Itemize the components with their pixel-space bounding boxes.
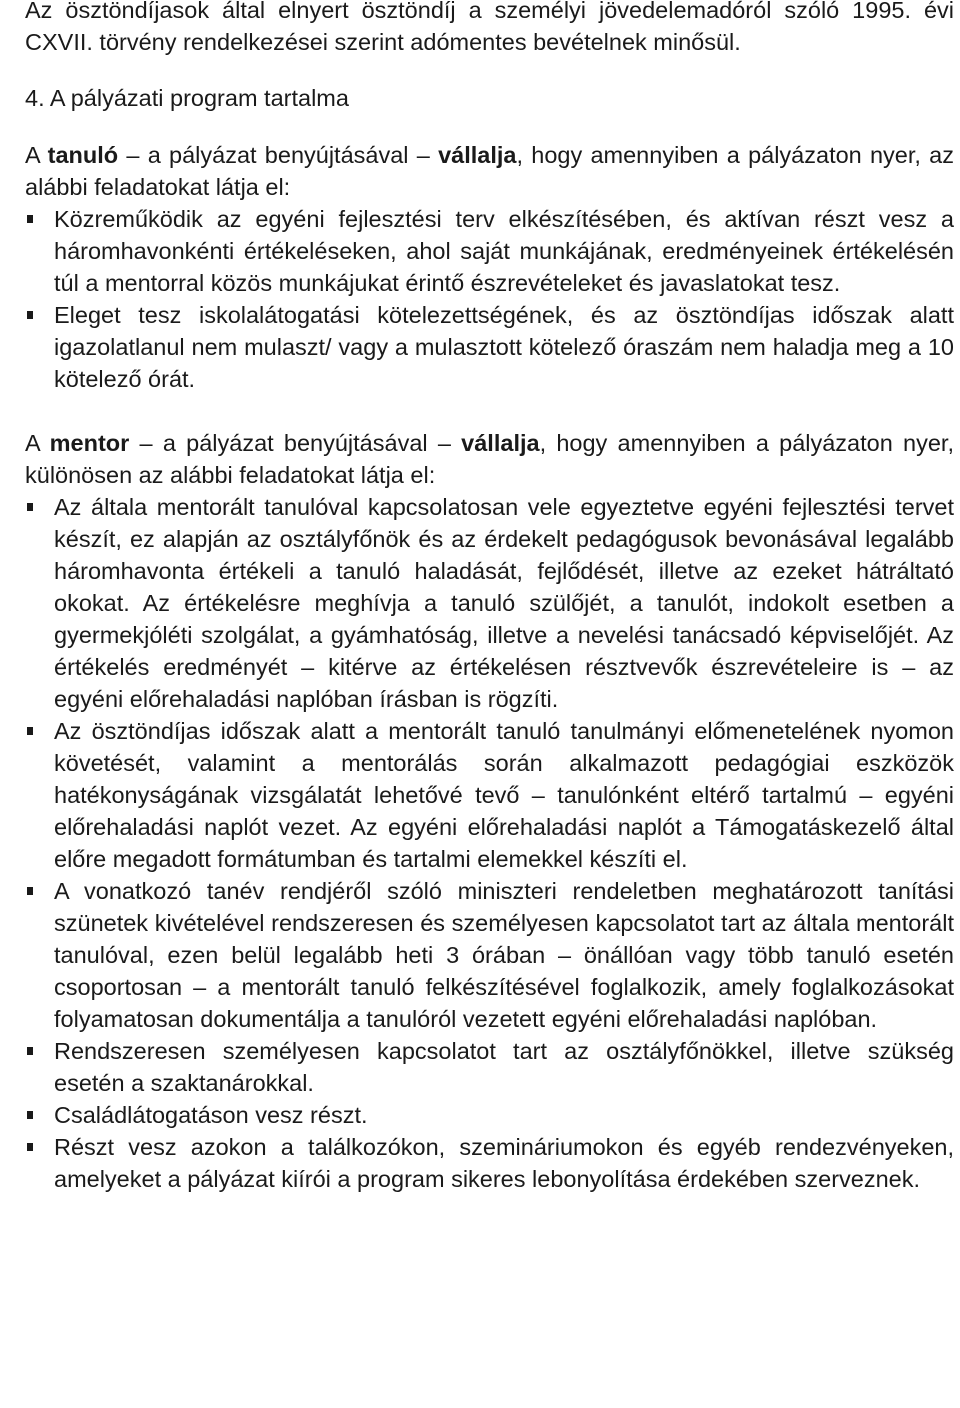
intro-paragraph: Az ösztöndíjasok által elnyert ösztöndíj a személyi jövedelemadóról szóló 1995. évi CXVII. törvény rendelkezései szerint adómentes bevételnek minősül. — [25, 0, 954, 55]
text-run: A — [25, 142, 48, 168]
mentor-task-list — [25, 491, 954, 1195]
list-item — [25, 1131, 954, 1195]
list-item-text: Az ösztöndíjas időszak alatt a mentorált tanuló tanulmányi előmenetelének nyomon követését, valamint a mentorálás során alkalmazott pedagógiai eszközök hatékonyságának vizsgálatát lehetővé tevő – tanulónként eltérő tartalmú – egyéni előrehaladási naplót vezet. Az egyéni előrehaladási naplót a Támogatáskezelő által előre megadott formátumban és tartalmi elemekkel készíti el. — [54, 718, 954, 872]
square-bullet-icon — [27, 727, 33, 735]
mentor-intro — [25, 427, 954, 491]
list-item-text: Eleget tesz iskolalátogatási kötelezettségének, és az ösztöndíjas időszak alatt igazolatlanul nem mulaszt/ vagy a mulasztott kötelező óraszám nem haladja meg a 10 kötelező órát. — [54, 302, 954, 392]
section-heading: 4. A pályázati program tartalma — [25, 85, 349, 111]
square-bullet-icon — [27, 1047, 33, 1055]
list-item-text: Közreműködik az egyéni fejlesztési terv elkészítésében, és aktívan részt vesz a háromhavonkénti értékeléseken, ahol saját munkájának, eredményeinek értékelésén túl a mentorral közös munkájukat érintő észrevételeket és javaslatokat tesz. — [54, 206, 954, 296]
list-item — [25, 299, 954, 395]
list-item-text: A vonatkozó tanév rendjéről szóló miniszteri rendeletben meghatározott tanítási szünetek kivételével rendszeresen és személyesen kapcsolatot tart az általa mentorált tanulóval, ezen belül legalább heti 3 órában – önállóan vagy több tanuló esetén csoportosan – a mentorált tanuló felkészítésével foglalkozik, amely foglalkozásokat folyamatosan dokumentálja a tanulóról vezetett egyéni előrehaladási naplóban. — [54, 878, 954, 1032]
student-intro — [25, 139, 954, 203]
list-item-text: Az általa mentorált tanulóval kapcsolatosan vele egyeztetve egyéni fejlesztési tervet készít, ez alapján az osztályfőnök és az érdekelt pedagógusok bevonásával legalább háromhavonta értékeli a tanuló haladását, fejlődését, illetve az ezeket hátráltató okokat. Az értékelésre meghívja a tanuló szülőjét, a tanulót, indokolt esetben a gyermekjóléti szolgálat, a gyámhatóság, illetve a nevelési tanácsadó képviselőjét. Az értékelés eredményét – kitérve az értékelésen résztvevők észrevételeire is – az egyéni előrehaladási naplóban írásban is rögzíti. — [54, 494, 954, 712]
square-bullet-icon — [27, 887, 33, 895]
text-run: – a pályázat benyújtásával – — [129, 430, 462, 456]
list-item — [25, 203, 954, 299]
list-item — [25, 491, 954, 715]
text-run: , hogy amennyiben a pályázaton nyer, különösen az alábbi feladatokat látja el: — [25, 430, 954, 488]
square-bullet-icon — [27, 503, 33, 511]
undertakes-term: vállalja — [461, 430, 540, 456]
student-section — [25, 139, 954, 395]
list-item-text: Rendszeresen személyesen kapcsolatot tart az osztályfőnökkel, illetve szükség esetén a szaktanárokkal. — [54, 1038, 954, 1096]
text-run: – a pályázat benyújtásával – — [118, 142, 439, 168]
square-bullet-icon — [27, 1143, 33, 1151]
square-bullet-icon — [27, 1111, 33, 1119]
list-item-text: Családlátogatáson vesz részt. — [54, 1102, 368, 1128]
square-bullet-icon — [27, 215, 33, 223]
student-task-list — [25, 203, 954, 395]
list-item — [25, 715, 954, 875]
list-item — [25, 1035, 954, 1099]
list-item-text: Részt vesz azokon a találkozókon, szemináriumokon és egyéb rendezvényeken, amelyeket a pályázat kiírói a program sikeres lebonyolítása érdekében szerveznek. — [54, 1134, 954, 1192]
text-run: , hogy amennyiben a pályázaton nyer, az alábbi feladatokat látja el: — [25, 142, 954, 200]
mentor-section — [25, 427, 954, 1195]
undertakes-term: vállalja — [438, 142, 517, 168]
text-run: A — [25, 430, 50, 456]
square-bullet-icon — [27, 311, 33, 319]
student-term: tanuló — [47, 142, 119, 168]
list-item — [25, 875, 954, 1035]
mentor-term: mentor — [49, 430, 130, 456]
list-item — [25, 1099, 954, 1131]
